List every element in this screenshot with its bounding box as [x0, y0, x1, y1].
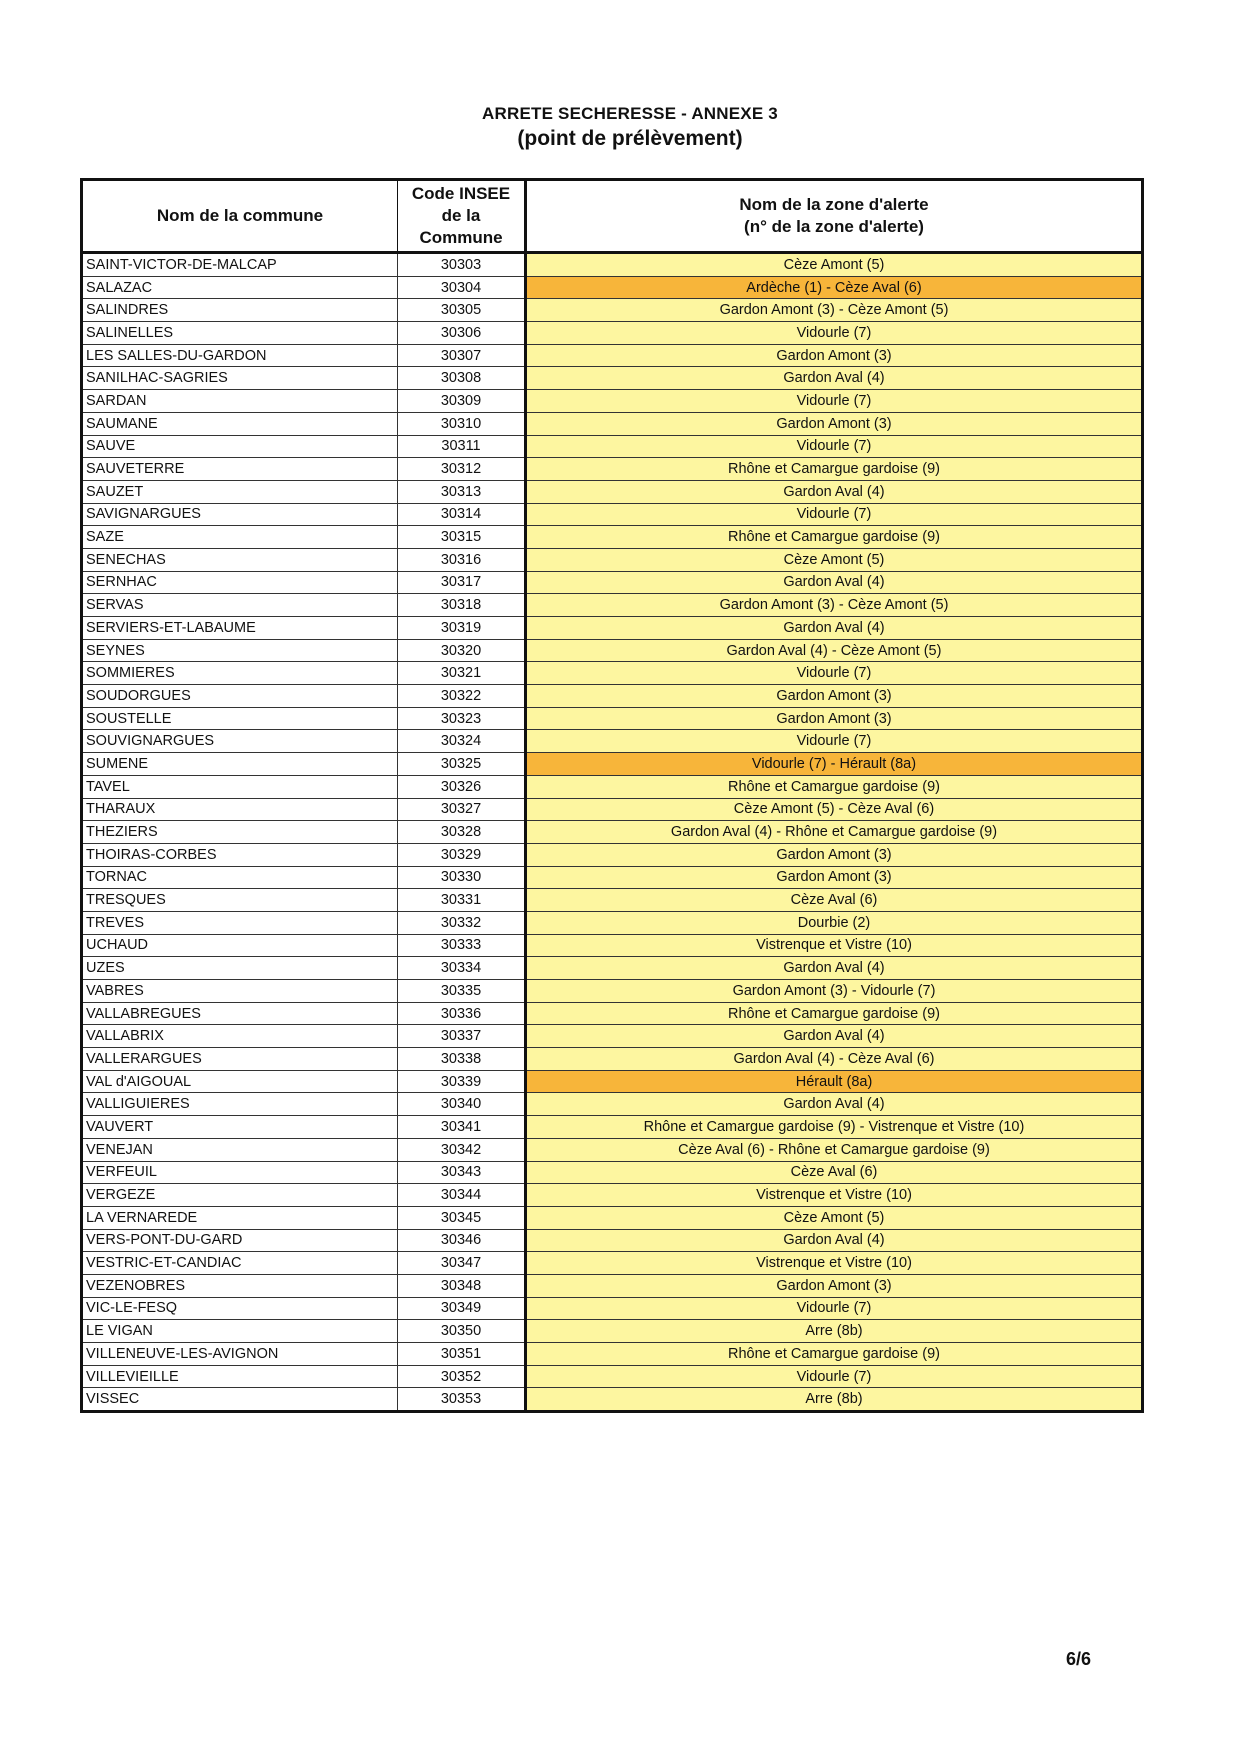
- table-row: [82, 798, 1143, 821]
- alert-zone-cell: Vidourle (7): [526, 662, 1143, 685]
- table-row: [82, 662, 1143, 685]
- alert-zone-cell: Gardon Aval (4): [526, 1025, 1143, 1048]
- commune-cell: SERNHAC: [82, 571, 398, 594]
- alert-zone-cell: Gardon Amont (3): [526, 685, 1143, 708]
- commune-cell: SAUZET: [82, 480, 398, 503]
- insee-code-cell: 30319: [398, 617, 526, 640]
- title-block: [0, 104, 1240, 151]
- alert-zone-cell: Dourbie (2): [526, 911, 1143, 934]
- commune-cell: LE VIGAN: [82, 1320, 398, 1343]
- alert-zone-cell: Vidourle (7): [526, 390, 1143, 413]
- alert-zone-cell: Rhône et Camargue gardoise (9): [526, 526, 1143, 549]
- commune-cell: THOIRAS-CORBES: [82, 843, 398, 866]
- alert-zone-cell: Rhône et Camargue gardoise (9): [526, 775, 1143, 798]
- commune-cell: TRESQUES: [82, 889, 398, 912]
- table-row: [82, 730, 1143, 753]
- alert-zone-cell: Vidourle (7): [526, 322, 1143, 345]
- alert-zone-cell: Cèze Amont (5): [526, 548, 1143, 571]
- table-row: [82, 639, 1143, 662]
- alert-zone-cell: Cèze Amont (5): [526, 253, 1143, 277]
- alert-zone-cell: Gardon Aval (4): [526, 1229, 1143, 1252]
- table-row: [82, 344, 1143, 367]
- table-row: [82, 322, 1143, 345]
- table-row: [82, 1070, 1143, 1093]
- insee-code-cell: 30312: [398, 458, 526, 481]
- table-row: [82, 503, 1143, 526]
- alert-zone-cell: Gardon Aval (4) - Rhône et Camargue gardoise (9): [526, 821, 1143, 844]
- commune-cell: SOUVIGNARGUES: [82, 730, 398, 753]
- table-row: [82, 1343, 1143, 1366]
- alert-zone-cell: Vidourle (7): [526, 730, 1143, 753]
- insee-code-cell: 30350: [398, 1320, 526, 1343]
- insee-code-cell: 30303: [398, 253, 526, 277]
- insee-code-cell: 30324: [398, 730, 526, 753]
- table-row: [82, 957, 1143, 980]
- insee-code-cell: 30326: [398, 775, 526, 798]
- commune-cell: SEYNES: [82, 639, 398, 662]
- alert-zone-cell: Gardon Aval (4): [526, 957, 1143, 980]
- insee-code-cell: 30330: [398, 866, 526, 889]
- insee-code-cell: 30306: [398, 322, 526, 345]
- commune-cell: SERVAS: [82, 594, 398, 617]
- table-row: [82, 1297, 1143, 1320]
- alert-zone-cell: Gardon Amont (3) - Vidourle (7): [526, 980, 1143, 1003]
- insee-code-cell: 30351: [398, 1343, 526, 1366]
- insee-code-cell: 30343: [398, 1161, 526, 1184]
- commune-cell: VILLENEUVE-LES-AVIGNON: [82, 1343, 398, 1366]
- table-row: [82, 775, 1143, 798]
- commune-cell: VENEJAN: [82, 1138, 398, 1161]
- insee-code-cell: 30304: [398, 276, 526, 299]
- alert-zone-cell: Rhône et Camargue gardoise (9) - Vistrenque et Vistre (10): [526, 1116, 1143, 1139]
- alert-zone-cell: Gardon Aval (4): [526, 571, 1143, 594]
- commune-cell: SALINDRES: [82, 299, 398, 322]
- header-insee-line-1: Code INSEE: [411, 184, 511, 203]
- commune-cell: VERFEUIL: [82, 1161, 398, 1184]
- insee-code-cell: 30339: [398, 1070, 526, 1093]
- commune-cell: SALAZAC: [82, 276, 398, 299]
- insee-code-cell: 30336: [398, 1002, 526, 1025]
- commune-cell: SERVIERS-ET-LABAUME: [82, 617, 398, 640]
- header-zone-line-2: (n° de la zone d'alerte): [744, 217, 924, 236]
- insee-code-cell: 30315: [398, 526, 526, 549]
- commune-cell: VISSEC: [82, 1388, 398, 1412]
- insee-code-cell: 30317: [398, 571, 526, 594]
- commune-cell: SENECHAS: [82, 548, 398, 571]
- insee-code-cell: 30316: [398, 548, 526, 571]
- alert-zone-cell: Rhône et Camargue gardoise (9): [526, 458, 1143, 481]
- insee-code-cell: 30331: [398, 889, 526, 912]
- alert-zone-cell: Gardon Amont (3): [526, 843, 1143, 866]
- alert-zone-cell: Gardon Amont (3): [526, 412, 1143, 435]
- commune-cell: THEZIERS: [82, 821, 398, 844]
- commune-cell: THARAUX: [82, 798, 398, 821]
- commune-cell: UCHAUD: [82, 934, 398, 957]
- table-row: [82, 1388, 1143, 1412]
- header-insee-line-3: Commune: [419, 228, 503, 247]
- alert-zone-cell: Gardon Amont (3): [526, 707, 1143, 730]
- alert-zone-cell: Gardon Aval (4) - Cèze Aval (6): [526, 1048, 1143, 1071]
- commune-cell: SALINELLES: [82, 322, 398, 345]
- insee-code-cell: 30313: [398, 480, 526, 503]
- alert-zone-cell: Cèze Amont (5): [526, 1206, 1143, 1229]
- table-row: [82, 1229, 1143, 1252]
- table-row: [82, 911, 1143, 934]
- alert-zone-cell: Gardon Amont (3) - Cèze Amont (5): [526, 299, 1143, 322]
- commune-cell: VERGEZE: [82, 1184, 398, 1207]
- table-row: [82, 1184, 1143, 1207]
- table-row: [82, 412, 1143, 435]
- alert-zone-cell: Rhône et Camargue gardoise (9): [526, 1343, 1143, 1366]
- alert-zone-cell: Rhône et Camargue gardoise (9): [526, 1002, 1143, 1025]
- table-row: [82, 1002, 1143, 1025]
- alert-zone-cell: Hérault (8a): [526, 1070, 1143, 1093]
- insee-code-cell: 30323: [398, 707, 526, 730]
- alert-zone-cell: Arre (8b): [526, 1388, 1143, 1412]
- table-row: [82, 1025, 1143, 1048]
- alert-zone-cell: Gardon Aval (4) - Cèze Amont (5): [526, 639, 1143, 662]
- commune-cell: TREVES: [82, 911, 398, 934]
- table-row: [82, 821, 1143, 844]
- commune-cell: SAINT-VICTOR-DE-MALCAP: [82, 253, 398, 277]
- insee-code-cell: 30328: [398, 821, 526, 844]
- table-row: [82, 435, 1143, 458]
- commune-cell: SAZE: [82, 526, 398, 549]
- table-row: [82, 980, 1143, 1003]
- table-row: [82, 1274, 1143, 1297]
- insee-code-cell: 30332: [398, 911, 526, 934]
- table-row: [82, 458, 1143, 481]
- commune-cell: SARDAN: [82, 390, 398, 413]
- insee-code-cell: 30342: [398, 1138, 526, 1161]
- header-insee-line-2: de la: [441, 206, 481, 225]
- page-number: 6/6: [1066, 1649, 1092, 1669]
- insee-code-cell: 30314: [398, 503, 526, 526]
- commune-cell: SAUMANE: [82, 412, 398, 435]
- table-row: [82, 1138, 1143, 1161]
- alert-zone-cell: Vidourle (7): [526, 503, 1143, 526]
- table-row: [82, 1093, 1143, 1116]
- table-row: [82, 594, 1143, 617]
- table-row: [82, 889, 1143, 912]
- table-row: [82, 390, 1143, 413]
- insee-code-cell: 30309: [398, 390, 526, 413]
- insee-code-cell: 30322: [398, 685, 526, 708]
- commune-cell: VEZENOBRES: [82, 1274, 398, 1297]
- alert-zone-cell: Gardon Aval (4): [526, 1093, 1143, 1116]
- alert-zone-cell: Cèze Amont (5) - Cèze Aval (6): [526, 798, 1143, 821]
- commune-cell: UZES: [82, 957, 398, 980]
- commune-cell: SOUDORGUES: [82, 685, 398, 708]
- table-row: [82, 707, 1143, 730]
- commune-cell: TAVEL: [82, 775, 398, 798]
- alert-zone-cell: Vidourle (7): [526, 1365, 1143, 1388]
- table-row: [82, 253, 1143, 277]
- header-zone: [526, 180, 1143, 253]
- table-row: [82, 1365, 1143, 1388]
- commune-cell: VALLERARGUES: [82, 1048, 398, 1071]
- insee-code-cell: 30349: [398, 1297, 526, 1320]
- table-row: [82, 617, 1143, 640]
- insee-code-cell: 30311: [398, 435, 526, 458]
- table-header-row: [82, 180, 1143, 253]
- document-subtitle: (point de prélèvement): [517, 127, 743, 150]
- commune-cell: SAVIGNARGUES: [82, 503, 398, 526]
- annex-table: [80, 178, 1144, 1413]
- document-title: ARRETE SECHERESSE - ANNEXE 3: [482, 104, 778, 123]
- alert-zone-cell: Vidourle (7): [526, 435, 1143, 458]
- alert-zone-cell: Cèze Aval (6): [526, 889, 1143, 912]
- insee-code-cell: 30340: [398, 1093, 526, 1116]
- alert-zone-cell: Gardon Amont (3): [526, 344, 1143, 367]
- alert-zone-cell: Arre (8b): [526, 1320, 1143, 1343]
- commune-cell: LES SALLES-DU-GARDON: [82, 344, 398, 367]
- table-row: [82, 276, 1143, 299]
- commune-cell: SAUVE: [82, 435, 398, 458]
- table-row: [82, 548, 1143, 571]
- commune-cell: VERS-PONT-DU-GARD: [82, 1229, 398, 1252]
- table-row: [82, 866, 1143, 889]
- insee-code-cell: 30352: [398, 1365, 526, 1388]
- commune-cell: VAUVERT: [82, 1116, 398, 1139]
- insee-code-cell: 30329: [398, 843, 526, 866]
- commune-cell: VALLIGUIERES: [82, 1093, 398, 1116]
- insee-code-cell: 30318: [398, 594, 526, 617]
- table-row: [82, 1048, 1143, 1071]
- alert-zone-cell: Cèze Aval (6): [526, 1161, 1143, 1184]
- insee-code-cell: 30337: [398, 1025, 526, 1048]
- table-row: [82, 526, 1143, 549]
- insee-code-cell: 30305: [398, 299, 526, 322]
- alert-zone-cell: Vistrenque et Vistre (10): [526, 934, 1143, 957]
- alert-zone-cell: Gardon Amont (3): [526, 866, 1143, 889]
- insee-code-cell: 30334: [398, 957, 526, 980]
- commune-cell: LA VERNAREDE: [82, 1206, 398, 1229]
- alert-zone-cell: Vidourle (7) - Hérault (8a): [526, 753, 1143, 776]
- alert-zone-cell: Gardon Aval (4): [526, 617, 1143, 640]
- table-row: [82, 1252, 1143, 1275]
- alert-zone-cell: Vistrenque et Vistre (10): [526, 1184, 1143, 1207]
- commune-cell: VALLABRIX: [82, 1025, 398, 1048]
- alert-zone-cell: Gardon Amont (3) - Cèze Amont (5): [526, 594, 1143, 617]
- insee-code-cell: 30347: [398, 1252, 526, 1275]
- insee-code-cell: 30335: [398, 980, 526, 1003]
- alert-zone-cell: Vidourle (7): [526, 1297, 1143, 1320]
- table-row: [82, 299, 1143, 322]
- insee-code-cell: 30348: [398, 1274, 526, 1297]
- header-insee-code: [398, 180, 526, 253]
- table-row: [82, 753, 1143, 776]
- insee-code-cell: 30338: [398, 1048, 526, 1071]
- commune-cell: SOMMIERES: [82, 662, 398, 685]
- insee-code-cell: 30327: [398, 798, 526, 821]
- alert-zone-cell: Cèze Aval (6) - Rhône et Camargue gardoise (9): [526, 1138, 1143, 1161]
- insee-code-cell: 30320: [398, 639, 526, 662]
- insee-code-cell: 30333: [398, 934, 526, 957]
- commune-cell: VILLEVIEILLE: [82, 1365, 398, 1388]
- table-row: [82, 480, 1143, 503]
- table-body: [82, 253, 1143, 1412]
- insee-code-cell: 30345: [398, 1206, 526, 1229]
- table-row: [82, 1161, 1143, 1184]
- insee-code-cell: 30346: [398, 1229, 526, 1252]
- alert-zone-cell: Gardon Aval (4): [526, 367, 1143, 390]
- alert-zone-cell: Gardon Amont (3): [526, 1274, 1143, 1297]
- commune-cell: SANILHAC-SAGRIES: [82, 367, 398, 390]
- commune-cell: VESTRIC-ET-CANDIAC: [82, 1252, 398, 1275]
- table-row: [82, 1320, 1143, 1343]
- commune-cell: VABRES: [82, 980, 398, 1003]
- insee-code-cell: 30321: [398, 662, 526, 685]
- alert-zone-cell: Gardon Aval (4): [526, 480, 1143, 503]
- insee-code-cell: 30308: [398, 367, 526, 390]
- commune-cell: VAL d'AIGOUAL: [82, 1070, 398, 1093]
- insee-code-cell: 30325: [398, 753, 526, 776]
- table-row: [82, 571, 1143, 594]
- commune-cell: TORNAC: [82, 866, 398, 889]
- insee-code-cell: 30353: [398, 1388, 526, 1412]
- table-row: [82, 934, 1143, 957]
- table-row: [82, 685, 1143, 708]
- header-commune: Nom de la commune: [82, 180, 398, 253]
- alert-zone-cell: Ardèche (1) - Cèze Aval (6): [526, 276, 1143, 299]
- table-row: [82, 1116, 1143, 1139]
- table-row: [82, 1206, 1143, 1229]
- alert-zone-cell: Vistrenque et Vistre (10): [526, 1252, 1143, 1275]
- commune-cell: VALLABREGUES: [82, 1002, 398, 1025]
- insee-code-cell: 30310: [398, 412, 526, 435]
- table-row: [82, 367, 1143, 390]
- insee-code-cell: 30344: [398, 1184, 526, 1207]
- commune-cell: SUMENE: [82, 753, 398, 776]
- commune-cell: VIC-LE-FESQ: [82, 1297, 398, 1320]
- header-zone-line-1: Nom de la zone d'alerte: [739, 195, 929, 214]
- table-row: [82, 843, 1143, 866]
- commune-cell: SAUVETERRE: [82, 458, 398, 481]
- insee-code-cell: 30341: [398, 1116, 526, 1139]
- insee-code-cell: 30307: [398, 344, 526, 367]
- commune-cell: SOUSTELLE: [82, 707, 398, 730]
